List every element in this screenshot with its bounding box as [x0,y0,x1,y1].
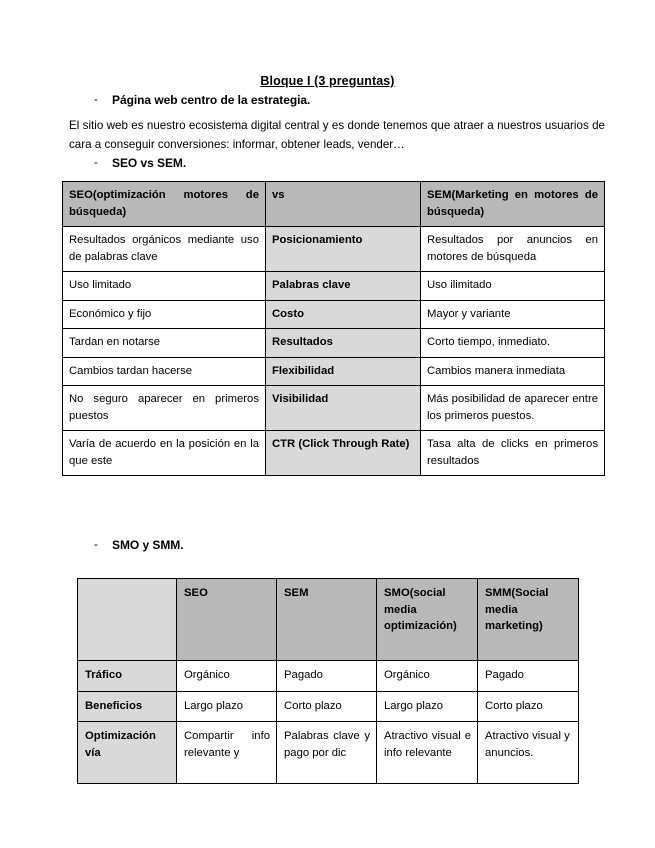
cell-sem: Palabras clave y pago por dic [277,722,377,784]
header-cell-empty [78,579,177,661]
table-header-row [63,182,605,227]
cell-seo: Cambios tardan hacerse [63,357,266,386]
cell-seo: Económico y fijo [63,300,266,329]
cell-criterio: Costo [266,300,421,329]
cell-seo: Tardan en notarse [63,329,266,358]
cell-criterio: Visibilidad [266,386,421,431]
table-smo-y-smm [77,578,579,784]
section-label-pagina-web: Página web centro de la estrategia. [112,93,311,107]
section-label-smo-y-smm: SMO y SMM. [112,538,184,552]
table-row [63,272,605,301]
cell-sem: Mayor y variante [421,300,605,329]
cell-sem: Uso ilimitado [421,272,605,301]
cell-seo: Orgánico [177,661,277,692]
cell-criterio: Palabras clave [266,272,421,301]
cell-sem: Corto plazo [277,691,377,722]
cell-sem: Más posibilidad de aparecer entre los primeros puestos. [421,386,605,431]
table-row [78,691,579,722]
header-cell-vs: vs [266,182,421,227]
cell-sem: Resultados por anuncios en motores de búsqueda [421,227,605,272]
cell-seo: Varía de acuerdo en la posición en la que este [63,431,266,476]
section-bullet-smo-y-smm [62,537,605,553]
section-label-seo-vs-sem: SEO vs SEM. [112,156,187,170]
header-cell-sem: SEM(Marketing en motores de búsqueda) [421,182,605,227]
table-row [78,661,579,692]
header-cell-smm: SMM(Social media marketing) [478,579,579,661]
section-bullet-seo-vs-sem [62,155,605,171]
header-cell-smo: SMO(social media optimización) [377,579,478,661]
cell-criterio: CTR (Click Through Rate) [266,431,421,476]
table-row [63,431,605,476]
page-title: Bloque I (3 preguntas) [260,74,395,88]
table-row [63,300,605,329]
cell-sem: Tasa alta de clicks en primeros resultados [421,431,605,476]
cell-criterio: Posicionamiento [266,227,421,272]
bullet-marker-icon: - [94,94,98,106]
table-header-row [78,579,579,661]
table-row [63,386,605,431]
cell-smm: Atractivo visual y anuncios. [478,722,579,784]
cell-smm: Corto plazo [478,691,579,722]
cell-seo: Largo plazo [177,691,277,722]
cell-smo: Atractivo visual e info relevante [377,722,478,784]
cell-smm: Pagado [478,661,579,692]
cell-smo: Largo plazo [377,691,478,722]
bullet-marker-icon: - [94,157,98,169]
cell-criterio: Flexibilidad [266,357,421,386]
cell-seo: Uso limitado [63,272,266,301]
row-label-beneficios: Beneficios [78,691,177,722]
header-cell-seo: SEO [177,579,277,661]
section-bullet-pagina-web [62,92,605,108]
cell-smo: Orgánico [377,661,478,692]
cell-criterio: Resultados [266,329,421,358]
cell-seo: Resultados orgánicos mediante uso de palabras clave [63,227,266,272]
cell-seo: No seguro aparecer en primeros puestos [63,386,266,431]
row-label-trafico: Tráfico [78,661,177,692]
table-seo-vs-sem [62,181,605,476]
cell-sem: Cambios manera inmediata [421,357,605,386]
table-row [78,722,579,784]
table-row [63,357,605,386]
header-cell-sem: SEM [277,579,377,661]
cell-sem: Corto tiempo, inmediato. [421,329,605,358]
bullet-marker-icon: - [94,539,98,551]
row-label-optimizacion-via: Optimización vía [78,722,177,784]
cell-seo: Compartir info relevante y [177,722,277,784]
header-cell-seo: SEO(optimización motores de búsqueda) [63,182,266,227]
cell-sem: Pagado [277,661,377,692]
intro-paragraph: El sitio web es nuestro ecosistema digital central y es donde tenemos que atraer a nuestros usuarios de cara a conseguir conversiones: informar, obtener leads, vender… [69,119,605,151]
table-row [63,227,605,272]
table-row [63,329,605,358]
